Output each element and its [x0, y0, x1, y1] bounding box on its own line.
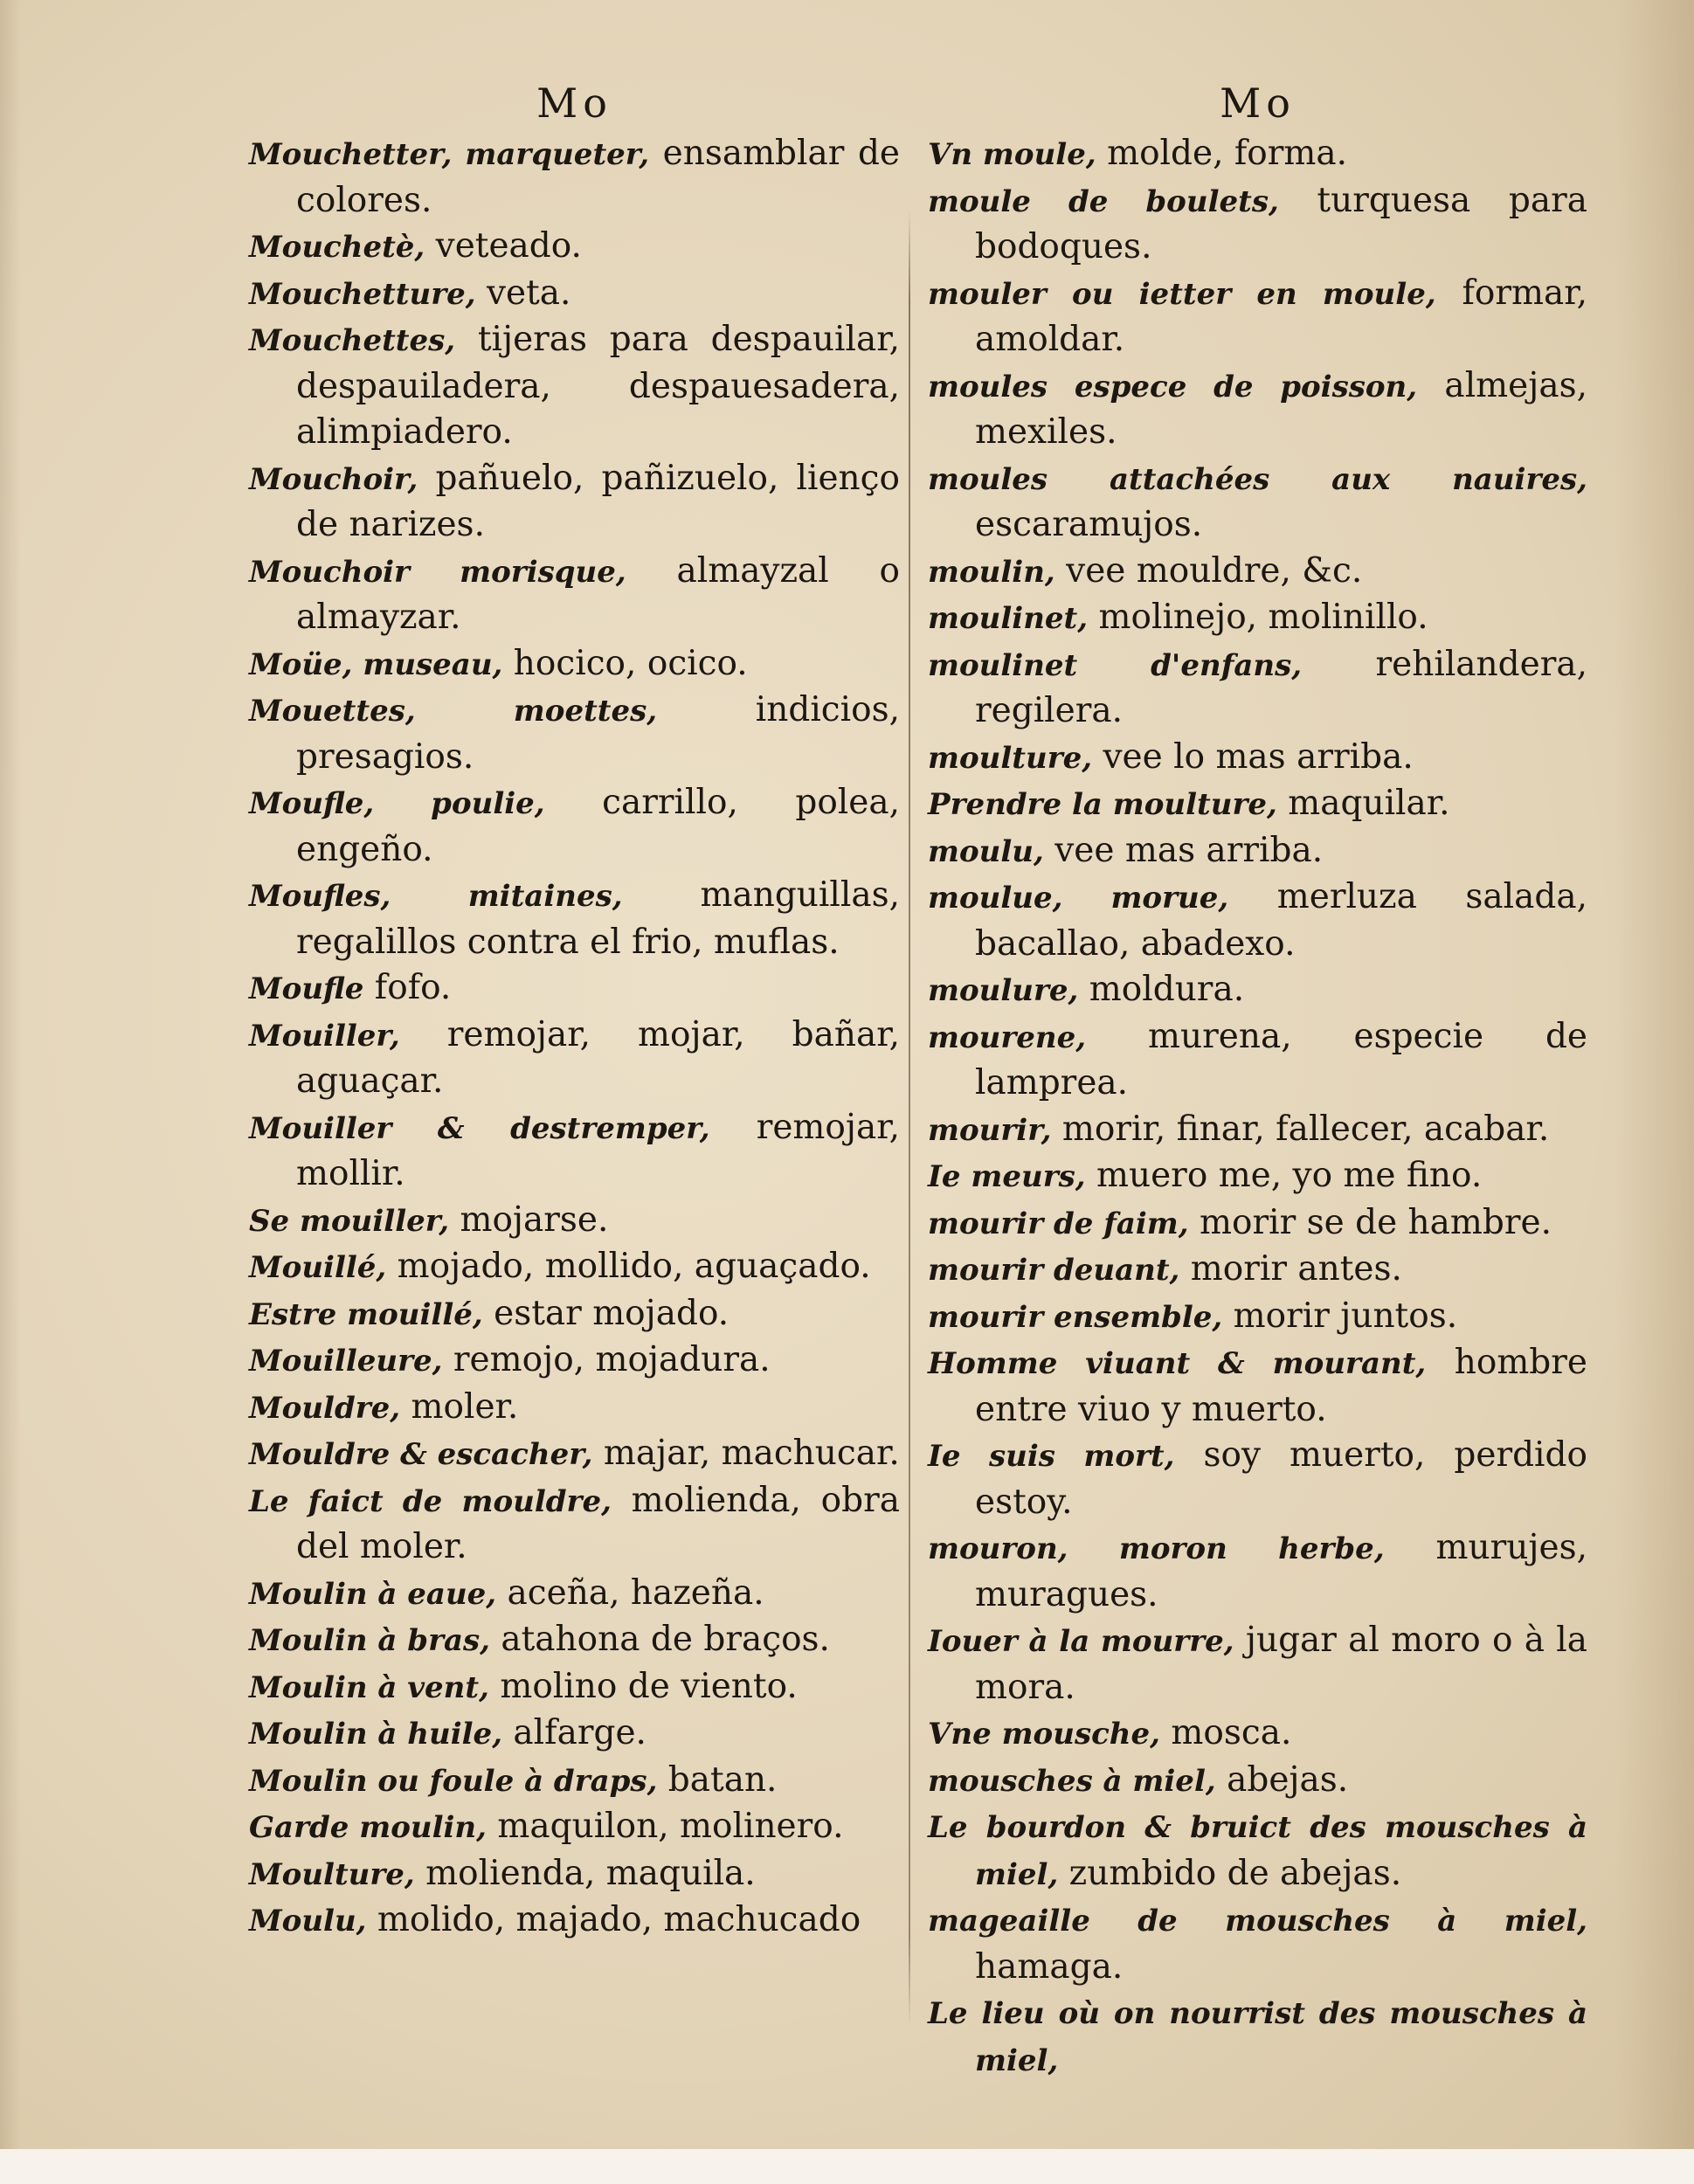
entry-translation: veteado. — [425, 226, 582, 266]
dictionary-entry — [249, 131, 900, 224]
entry-translation: remojo, mojadura. — [442, 1340, 771, 1379]
entry-translation: morir, finar, fallecer, acabar. — [1051, 1109, 1550, 1149]
dictionary-entry — [928, 595, 1587, 642]
entry-headword: moule de boulets, — [928, 183, 1279, 219]
entry-headword: Mouchetter, marqueter, — [249, 137, 650, 172]
bottom-margin — [0, 2149, 1694, 2184]
dictionary-entry — [928, 1247, 1587, 1294]
dictionary-entry — [928, 828, 1587, 875]
entry-translation: molino de viento. — [488, 1666, 798, 1706]
entry-translation: pañuelo, pañizuelo, lienço de narizes. — [296, 458, 900, 544]
entry-translation: morir antes. — [1179, 1249, 1402, 1289]
dictionary-entry — [928, 642, 1587, 735]
entry-translation: hombre entre viuo y muerto. — [975, 1343, 1587, 1429]
dictionary-entry — [928, 1153, 1587, 1200]
dictionary-entry — [249, 1244, 900, 1291]
entry-translation: mosca. — [1159, 1713, 1292, 1752]
entry-headword: Moulture, — [249, 1856, 415, 1892]
entry-headword: Mouchoir morisque, — [249, 554, 626, 590]
entry-headword: Moulin à vent, — [249, 1669, 489, 1705]
dictionary-entry — [928, 1014, 1587, 1107]
entry-headword: moulure, — [928, 973, 1079, 1008]
dictionary-entry — [928, 271, 1587, 363]
entry-headword: moulinet, — [928, 601, 1089, 636]
entry-headword: Vn moule, — [928, 137, 1096, 172]
entry-translation: mojarse. — [449, 1199, 609, 1240]
dictionary-entry — [928, 1618, 1587, 1711]
entry-headword: moulu, — [928, 833, 1044, 869]
dictionary-entry — [928, 1525, 1587, 1618]
entry-translation: molienda, obra del moler. — [296, 1480, 900, 1566]
entry-headword: Moufle, poulie, — [249, 786, 545, 821]
dictionary-entry — [928, 1804, 1587, 1897]
entry-translation: turquesa para bodoques. — [975, 180, 1587, 266]
entry-headword: moulinet d'enfans, — [928, 647, 1303, 683]
entry-headword: Le lieu où on nourrist des mousches à miel, — [928, 1996, 1587, 2078]
dictionary-entry — [928, 1340, 1587, 1433]
dictionary-entry — [249, 1385, 900, 1432]
dictionary-entry — [928, 1711, 1587, 1758]
entry-translation: muero me, yo me fino. — [1085, 1156, 1483, 1195]
dictionary-entry — [928, 967, 1587, 1014]
entry-translation: murujes, muragues. — [975, 1528, 1587, 1614]
entry-translation: almejas, mexiles. — [975, 365, 1587, 452]
entry-translation: majar, machucar. — [592, 1434, 900, 1473]
dictionary-entry — [249, 1478, 900, 1571]
entry-translation: vee lo mas arriba. — [1092, 736, 1414, 777]
dictionary-entry — [928, 1107, 1587, 1154]
dictionary-entry — [928, 131, 1587, 178]
entry-headword: mourir ensemble, — [928, 1299, 1223, 1335]
entry-headword: mouler ou ietter en moule, — [928, 276, 1436, 312]
entry-translation: zumbido de abejas. — [1058, 1853, 1402, 1893]
dictionary-entry — [249, 1198, 900, 1245]
running-head-left: Mo — [536, 79, 612, 127]
entry-translation: mojado, mollido, aguaçado. — [386, 1247, 871, 1286]
entry-translation: escaramujos. — [975, 505, 1203, 544]
dictionary-entry — [249, 271, 900, 318]
left-entries — [249, 131, 900, 1945]
dictionary-entry — [249, 317, 900, 456]
dictionary-entry — [249, 1105, 900, 1198]
entry-translation: hamaga. — [975, 1946, 1124, 1987]
entry-headword: Mouilleure, — [249, 1344, 443, 1379]
dictionary-entry — [249, 688, 900, 780]
entry-translation: abejas. — [1215, 1759, 1349, 1800]
entry-translation: maquilon, molinero. — [486, 1807, 844, 1846]
dictionary-entry — [249, 1664, 900, 1711]
entry-translation: estar mojado. — [482, 1293, 729, 1333]
column-divider — [909, 210, 910, 2027]
dictionary-entry — [249, 1571, 900, 1618]
entry-translation: aceña, hazeña. — [496, 1572, 764, 1613]
entry-translation: manguillas, regalillos contra el frio, muflas. — [296, 875, 900, 962]
entry-headword: Ie suis mort, — [928, 1439, 1175, 1474]
entry-headword: Garde moulin, — [249, 1810, 487, 1845]
entry-translation: maquilar. — [1276, 784, 1450, 823]
entry-headword: Mouchoir, — [249, 461, 418, 497]
entry-translation: hocico, ocico. — [502, 643, 748, 683]
dictionary-entry — [928, 1758, 1587, 1805]
entry-headword: Se mouiller, — [249, 1203, 450, 1239]
left-column — [249, 79, 900, 1945]
dictionary-entry — [928, 363, 1587, 456]
entry-translation: alfarge. — [502, 1713, 646, 1752]
entry-translation: molde, forma. — [1096, 134, 1348, 173]
entry-headword: Mouchetture, — [249, 276, 476, 312]
entry-headword: moules attachées aux nauires, — [928, 461, 1587, 497]
entry-translation: jugar al moro o à la mora. — [975, 1621, 1587, 1707]
right-entries — [928, 131, 1587, 2084]
entry-translation: carrillo, polea, engeño. — [296, 783, 901, 869]
entry-headword: Mouldre & escacher, — [249, 1437, 593, 1472]
entry-translation: morir juntos. — [1222, 1296, 1458, 1336]
dictionary-entry — [249, 1617, 900, 1664]
entry-headword: Mouchettes, — [249, 323, 456, 358]
entry-translation: morir se de hambre. — [1188, 1202, 1552, 1242]
entry-translation: rehilandera, regilera. — [975, 644, 1587, 730]
entry-headword: moules espece de poisson, — [928, 369, 1418, 404]
entry-translation: moler. — [400, 1386, 519, 1427]
entry-translation: vee mouldre, &c. — [1054, 550, 1363, 591]
entry-headword: mourir, — [928, 1112, 1052, 1148]
entry-translation: tijeras para despauilar, despauiladera, despauesadera, alimpiadero. — [296, 320, 900, 452]
entry-translation: molinejo, molinillo. — [1088, 598, 1428, 637]
entry-translation: indicios, presagios. — [296, 690, 900, 777]
dictionary-entry — [928, 1294, 1587, 1341]
entry-headword: Moulin à eaue, — [249, 1576, 497, 1612]
dictionary-entry — [928, 781, 1587, 828]
dictionary-entry — [928, 1200, 1587, 1248]
entry-headword: mouron, moron herbe, — [928, 1531, 1385, 1566]
entry-headword: moulue, morue, — [928, 881, 1229, 916]
entry-translation: almayzal o almayzar. — [296, 550, 900, 637]
entry-headword: moulture, — [928, 740, 1093, 776]
dictionary-entry — [249, 1337, 900, 1385]
entry-translation: formar, amoldar. — [975, 273, 1587, 359]
dictionary-entry — [249, 456, 900, 549]
dictionary-entry — [928, 456, 1587, 549]
entry-translation: molienda, maquila. — [414, 1853, 756, 1893]
entry-translation: ensamblar de colores. — [296, 134, 900, 220]
dictionary-entry — [249, 1897, 900, 1945]
entry-translation: vee mas arriba. — [1043, 830, 1324, 870]
entry-translation: soy muerto, perdido estoy. — [975, 1435, 1587, 1522]
entry-headword: Mouillé, — [249, 1250, 387, 1285]
entry-translation: merluza salada, bacallao, abadexo. — [975, 877, 1587, 964]
entry-translation: murena, especie de lamprea. — [975, 1016, 1587, 1102]
entry-headword: Moulu, — [249, 1904, 367, 1939]
entry-headword: Prendre la moulture, — [928, 787, 1277, 822]
entry-headword: Mouiller & destremper, — [249, 1110, 710, 1146]
dictionary-entry — [249, 549, 900, 641]
entry-headword: Moulin à bras, — [249, 1623, 490, 1658]
entry-headword: moulin, — [928, 554, 1055, 590]
entry-headword: Ie meurs, — [928, 1159, 1086, 1194]
dictionary-entry — [249, 1431, 900, 1478]
dictionary-entry — [249, 1013, 900, 1105]
dictionary-entry — [928, 874, 1587, 967]
entry-headword: Moulin à huile, — [249, 1717, 503, 1752]
dictionary-entry — [249, 1291, 900, 1338]
entry-headword: mageaille de mousches à miel, — [928, 1904, 1587, 1939]
entry-headword: Vne mousche, — [928, 1717, 1160, 1752]
entry-headword: mousches à miel, — [928, 1763, 1216, 1799]
dictionary-entry — [249, 1758, 900, 1805]
dictionary-entry — [249, 1711, 900, 1758]
dictionary-entry — [249, 780, 900, 873]
entry-headword: Le bourdon & bruict des mousches à miel, — [928, 1810, 1587, 1892]
entry-headword: Iouer à la mourre, — [928, 1624, 1234, 1659]
entry-translation: fofo. — [363, 968, 452, 1007]
dictionary-entry — [928, 1433, 1587, 1525]
right-column — [928, 79, 1587, 2084]
dictionary-entry — [928, 735, 1587, 782]
entry-translation: molido, majado, machucado — [366, 1900, 861, 1939]
dictionary-entry — [249, 1851, 900, 1898]
entry-headword: Mouettes, moettes, — [249, 694, 658, 729]
entry-headword: Moüe, museau, — [249, 646, 503, 682]
entry-headword: mourir deuant, — [928, 1253, 1180, 1288]
entry-translation: remojar, mollir. — [296, 1107, 900, 1193]
page-edge-shadow-right — [1615, 0, 1694, 2184]
dictionary-entry — [249, 873, 900, 965]
entry-headword: Mouldre, — [249, 1390, 401, 1426]
dictionary-entry — [928, 1990, 1587, 2084]
running-head-right: Mo — [1220, 79, 1296, 127]
entry-translation: remojar, mojar, bañar, aguaçar. — [296, 1014, 900, 1101]
dictionary-entry — [249, 1804, 900, 1851]
entry-translation: atahona de braços. — [489, 1620, 830, 1659]
dictionary-entry — [249, 224, 900, 271]
dictionary-entry — [928, 178, 1587, 271]
dictionary-entry — [249, 641, 900, 688]
entry-headword: Mouchetè, — [249, 230, 425, 265]
entry-translation: moldura. — [1078, 970, 1245, 1009]
page-edge-shadow-left — [0, 0, 21, 2184]
entry-headword: Le faict de mouldre, — [249, 1483, 612, 1519]
entry-headword: mourir de faim, — [928, 1206, 1189, 1241]
dictionary-entry — [249, 965, 900, 1013]
dictionary-entry — [928, 1897, 1587, 1990]
entry-headword: Moufle — [249, 971, 364, 1006]
entry-translation: veta. — [475, 273, 571, 313]
entry-headword: mourene, — [928, 1019, 1087, 1055]
entry-headword: Homme viuant & mourant, — [928, 1346, 1427, 1381]
entry-translation: batan. — [657, 1759, 778, 1800]
entry-headword: Moulin ou foule à draps, — [249, 1763, 658, 1799]
entry-headword: Estre mouillé, — [249, 1296, 483, 1332]
entry-headword: Mouiller, — [249, 1018, 400, 1054]
entry-headword: Moufles, mitaines, — [249, 879, 623, 914]
dictionary-entry — [928, 549, 1587, 596]
